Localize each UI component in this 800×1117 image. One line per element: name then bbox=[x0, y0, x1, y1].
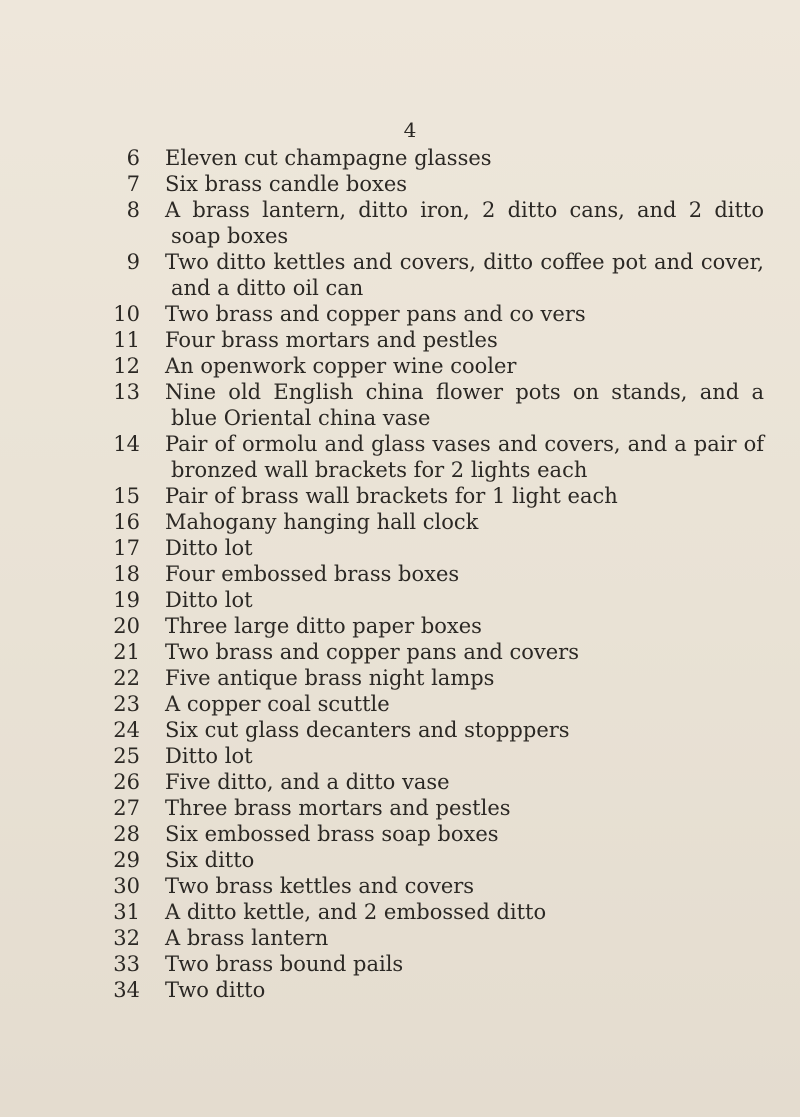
lot-number: 33 bbox=[113, 952, 140, 976]
lot-description: A brass lantern, ditto iron, 2 ditto cans, and 2 ditto soap boxes bbox=[165, 198, 764, 248]
lot-description: Two brass and copper pans and covers bbox=[165, 640, 579, 664]
lot-number: 23 bbox=[113, 692, 140, 716]
lot-description: Eleven cut champagne glasses bbox=[165, 146, 492, 170]
lot-item bbox=[0, 717, 800, 743]
lot-item bbox=[0, 535, 800, 561]
lot-description: Two brass and copper pans and co vers bbox=[165, 302, 586, 326]
lot-number: 27 bbox=[113, 796, 140, 820]
lot-number: 19 bbox=[113, 588, 140, 612]
lot-item bbox=[0, 873, 800, 899]
lot-item bbox=[0, 769, 800, 795]
lot-number: 24 bbox=[113, 718, 140, 742]
lot-description: Five antique brass night lamps bbox=[165, 666, 495, 690]
lot-number: 14 bbox=[113, 432, 140, 456]
lot-number: 10 bbox=[113, 302, 140, 326]
lot-description: Four brass mortars and pestles bbox=[165, 328, 498, 352]
lot-item bbox=[0, 483, 800, 509]
lot-description: A brass lantern bbox=[165, 926, 329, 950]
lot-item bbox=[0, 353, 800, 379]
lot-item bbox=[0, 691, 800, 717]
lot-item bbox=[0, 197, 800, 249]
lot-number: 22 bbox=[113, 666, 140, 690]
lot-description: Four embossed brass boxes bbox=[165, 562, 460, 586]
lot-number: 7 bbox=[126, 172, 140, 196]
lot-number: 12 bbox=[113, 354, 140, 378]
lot-description: Two brass bound pails bbox=[165, 952, 404, 976]
lot-item bbox=[0, 509, 800, 535]
lot-description: Ditto lot bbox=[165, 744, 253, 768]
lot-number: 16 bbox=[113, 510, 140, 534]
lot-description: Five ditto, and a ditto vase bbox=[165, 770, 450, 794]
lot-number: 8 bbox=[126, 198, 140, 222]
lot-number: 30 bbox=[113, 874, 140, 898]
lot-number: 25 bbox=[113, 744, 140, 768]
lot-description: Ditto lot bbox=[165, 536, 253, 560]
lot-description: Pair of ormolu and glass vases and covers, and a pair of bronzed wall brackets for 2 lights each bbox=[165, 432, 764, 482]
lot-number: 32 bbox=[113, 926, 140, 950]
lot-description: Three brass mortars and pestles bbox=[165, 796, 511, 820]
lot-number: 6 bbox=[126, 146, 140, 170]
lot-description: Ditto lot bbox=[165, 588, 253, 612]
lot-number: 31 bbox=[113, 900, 140, 924]
lot-number: 21 bbox=[113, 640, 140, 664]
lot-item bbox=[0, 379, 800, 431]
lot-item bbox=[0, 561, 800, 587]
lot-item bbox=[0, 587, 800, 613]
lot-description: A copper coal scuttle bbox=[165, 692, 390, 716]
lot-description: Six cut glass decanters and stopppers bbox=[165, 718, 570, 742]
lot-number: 20 bbox=[113, 614, 140, 638]
lot-item bbox=[0, 301, 800, 327]
lot-number: 9 bbox=[126, 250, 140, 274]
lot-item bbox=[0, 743, 800, 769]
lot-description: Nine old English china flower pots on stands, and a blue Oriental china vase bbox=[165, 380, 764, 430]
lot-item bbox=[0, 847, 800, 873]
lot-number: 26 bbox=[113, 770, 140, 794]
lot-number: 34 bbox=[113, 978, 140, 1002]
lot-item bbox=[0, 977, 800, 1003]
lot-description: Pair of brass wall brackets for 1 light each bbox=[165, 484, 618, 508]
lot-number: 17 bbox=[113, 536, 140, 560]
lot-description: Six ditto bbox=[165, 848, 255, 872]
lot-item bbox=[0, 249, 800, 301]
lot-number: 29 bbox=[113, 848, 140, 872]
lot-item bbox=[0, 951, 800, 977]
lot-description: A ditto kettle, and 2 embossed ditto bbox=[165, 900, 547, 924]
lot-item bbox=[0, 327, 800, 353]
page-number: 4 bbox=[403, 118, 417, 142]
lot-item bbox=[0, 821, 800, 847]
lot-item bbox=[0, 925, 800, 951]
lot-item bbox=[0, 171, 800, 197]
lot-item bbox=[0, 431, 800, 483]
lot-description: Six brass candle boxes bbox=[165, 172, 408, 196]
lot-description: Six embossed brass soap boxes bbox=[165, 822, 499, 846]
lot-number: 11 bbox=[113, 328, 140, 352]
lot-description: Two brass kettles and covers bbox=[165, 874, 475, 898]
lot-description: Two ditto bbox=[165, 978, 266, 1002]
lot-description: Three large ditto paper boxes bbox=[165, 614, 482, 638]
lot-item bbox=[0, 639, 800, 665]
lot-description: Mahogany hanging hall clock bbox=[165, 510, 479, 534]
lot-number: 28 bbox=[113, 822, 140, 846]
lot-description: Two ditto kettles and covers, ditto coffee pot and cover, and a ditto oil can bbox=[165, 250, 764, 300]
lot-item bbox=[0, 145, 800, 171]
lot-item bbox=[0, 665, 800, 691]
lot-number: 18 bbox=[113, 562, 140, 586]
lot-description: An openwork copper wine cooler bbox=[165, 354, 517, 378]
lot-number: 15 bbox=[113, 484, 140, 508]
lot-number: 13 bbox=[113, 380, 140, 404]
lot-item bbox=[0, 613, 800, 639]
lot-item bbox=[0, 899, 800, 925]
lot-list bbox=[0, 145, 800, 1003]
lot-item bbox=[0, 795, 800, 821]
